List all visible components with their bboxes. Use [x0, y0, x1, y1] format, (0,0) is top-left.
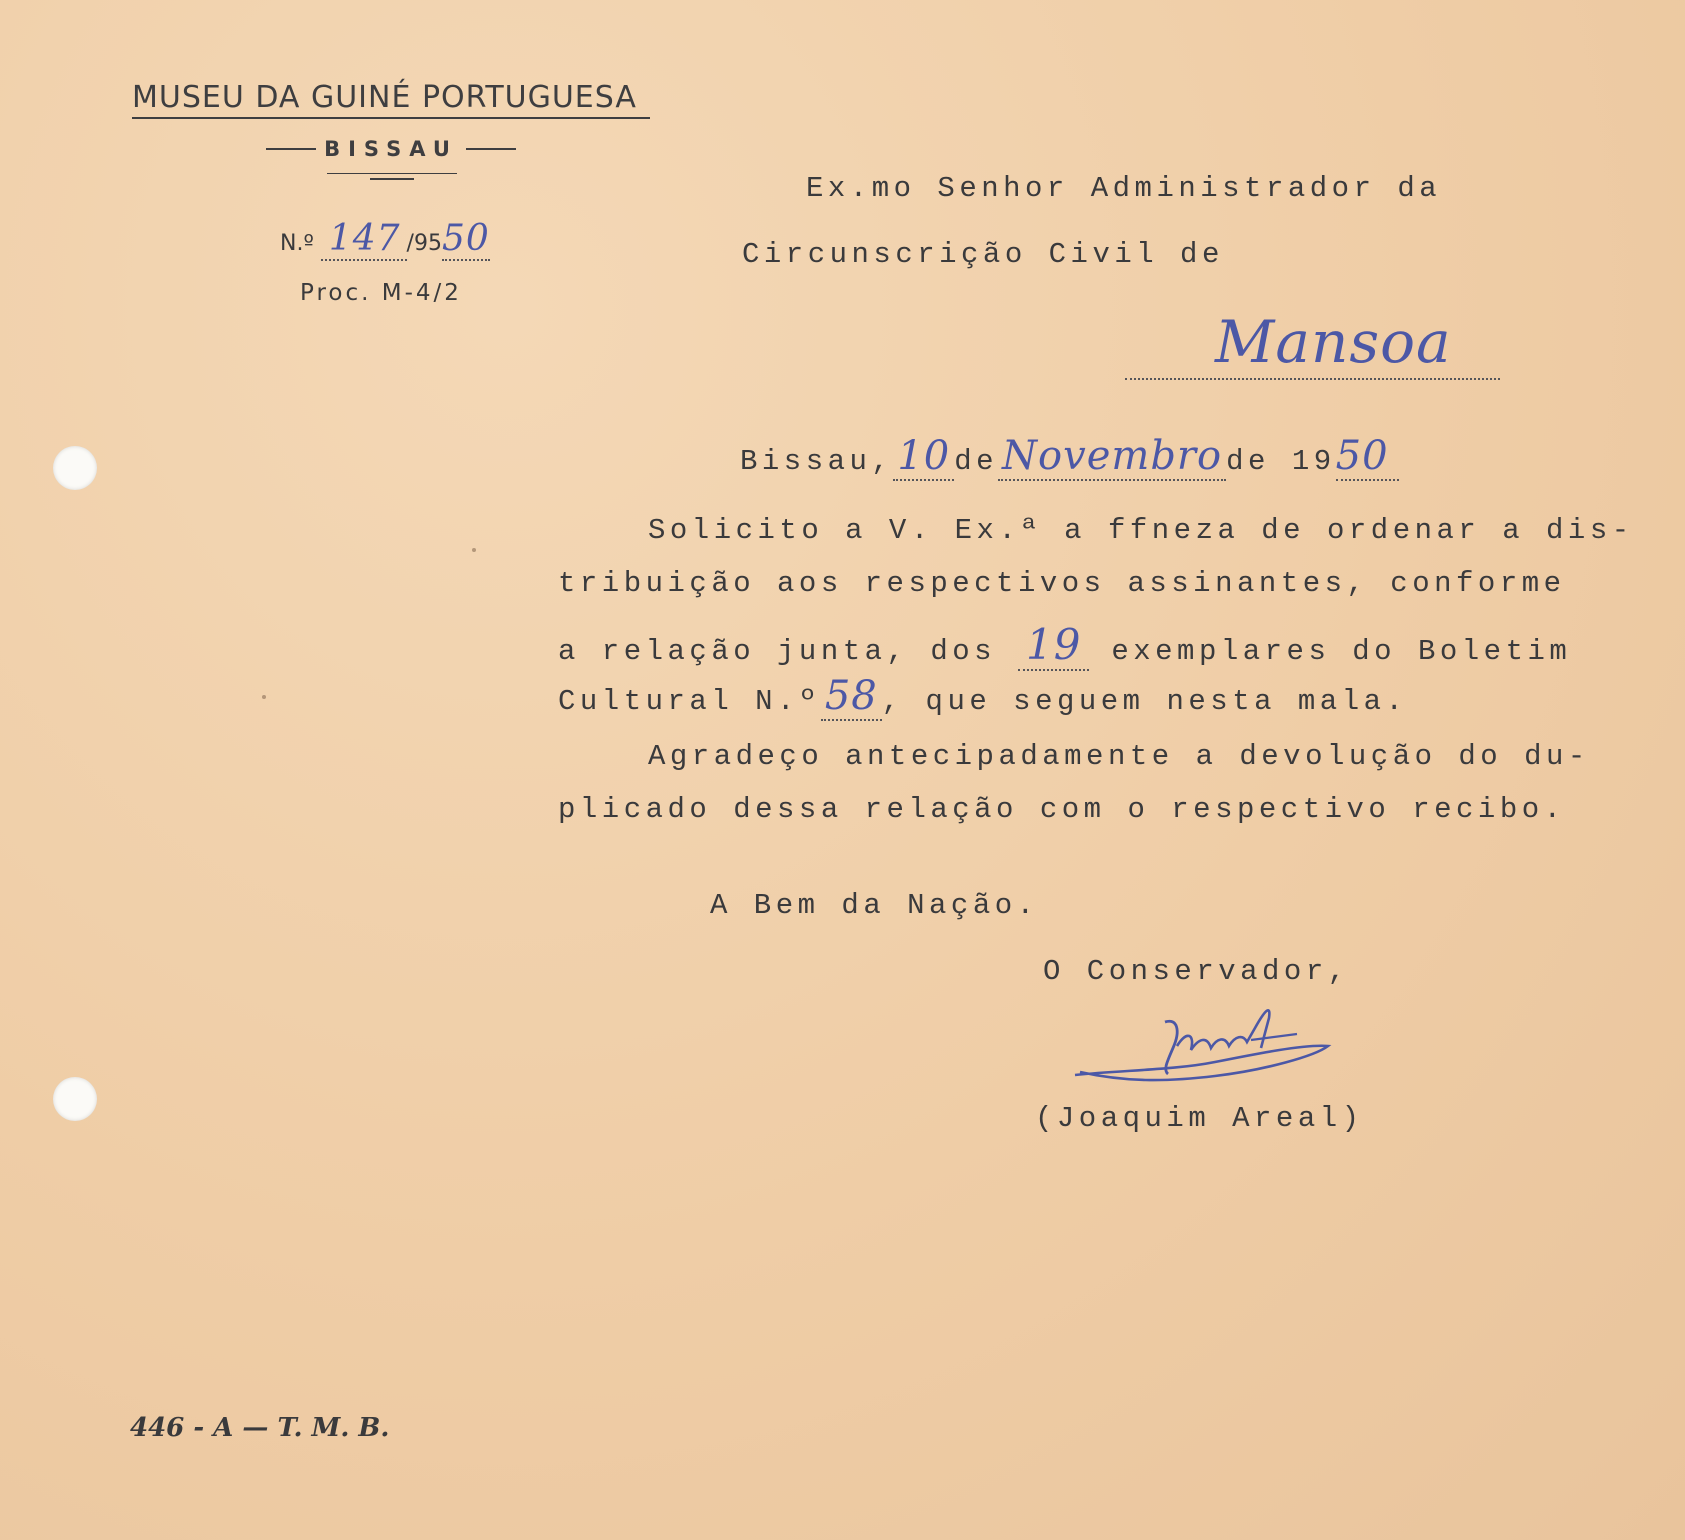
body-line-1: Solicito a V. Ex.ª a ffneza de ordenar a dis-	[648, 514, 1634, 547]
divider	[370, 178, 414, 180]
date-day-field	[893, 433, 954, 481]
date-month-field	[998, 433, 1226, 481]
body-line-4	[558, 673, 1407, 721]
process-reference: Proc. M-4/2	[300, 280, 462, 306]
reference-number-handwritten: 147	[328, 218, 401, 259]
reference-year-printed: /95	[406, 231, 442, 256]
destination-field	[1125, 300, 1500, 380]
divider	[327, 173, 457, 174]
body-line-2: tribuição aos respectivos assinantes, conforme	[558, 567, 1566, 600]
paper-speck	[472, 548, 476, 552]
body-line-3-end: exemplares do Boletim	[1111, 635, 1572, 668]
punch-hole-bottom	[53, 1077, 97, 1121]
body-line-5: Agradeço antecipadamente a devolução do du-	[648, 740, 1590, 773]
date-year-printed: 19	[1291, 445, 1336, 478]
copies-field	[1018, 620, 1089, 671]
date-prefix: Bissau,	[740, 445, 894, 478]
reference-number	[280, 218, 490, 261]
body-line-6: plicado dessa relação com o respectivo recibo.	[558, 793, 1566, 826]
date-year-field	[1336, 433, 1399, 481]
signature	[1065, 1000, 1345, 1095]
form-code: 446 - A — T. M. B.	[130, 1413, 390, 1443]
body-line-3	[558, 620, 1571, 671]
signatory-name: (Joaquim Areal)	[1035, 1102, 1364, 1135]
address-line-1: Ex.mo Senhor Administrador da	[806, 172, 1442, 205]
signatory-role: O Conservador,	[1043, 955, 1350, 988]
reference-year-handwritten: 50	[441, 218, 490, 259]
date-year-handwritten: 50	[1335, 433, 1389, 479]
date-month-handwritten: Novembro	[1002, 433, 1223, 479]
body-line-3-start: a relação junta, dos	[558, 635, 997, 668]
date-connector: de	[1226, 445, 1270, 478]
institution-name: MUSEU DA GUINÉ PORTUGUESA	[132, 80, 650, 119]
letterhead-city-row	[132, 137, 650, 161]
paper-speck	[262, 695, 266, 699]
institution-city: BISSAU	[324, 137, 458, 161]
date-connector: de	[954, 445, 999, 478]
reference-year-field	[442, 218, 490, 261]
body-line-4-start: Cultural N.º	[558, 685, 821, 718]
bulletin-number-field	[821, 673, 882, 721]
date-day-handwritten: 10	[897, 433, 951, 479]
copies-handwritten: 19	[1025, 620, 1082, 669]
date-line	[740, 433, 1399, 481]
punch-hole-top	[53, 446, 97, 490]
divider	[266, 148, 316, 150]
body-line-4-end: , que seguem nesta mala.	[881, 685, 1408, 718]
letterhead	[132, 80, 652, 180]
reference-number-field	[321, 218, 407, 261]
destination-handwritten: Mansoa	[1215, 308, 1452, 376]
salutation: A Bem da Nação.	[710, 889, 1039, 922]
reference-number-label: N.º	[280, 231, 314, 256]
divider	[466, 148, 516, 150]
bulletin-number-handwritten: 58	[824, 673, 878, 719]
address-line-2: Circunscrição Civil de	[742, 238, 1224, 271]
